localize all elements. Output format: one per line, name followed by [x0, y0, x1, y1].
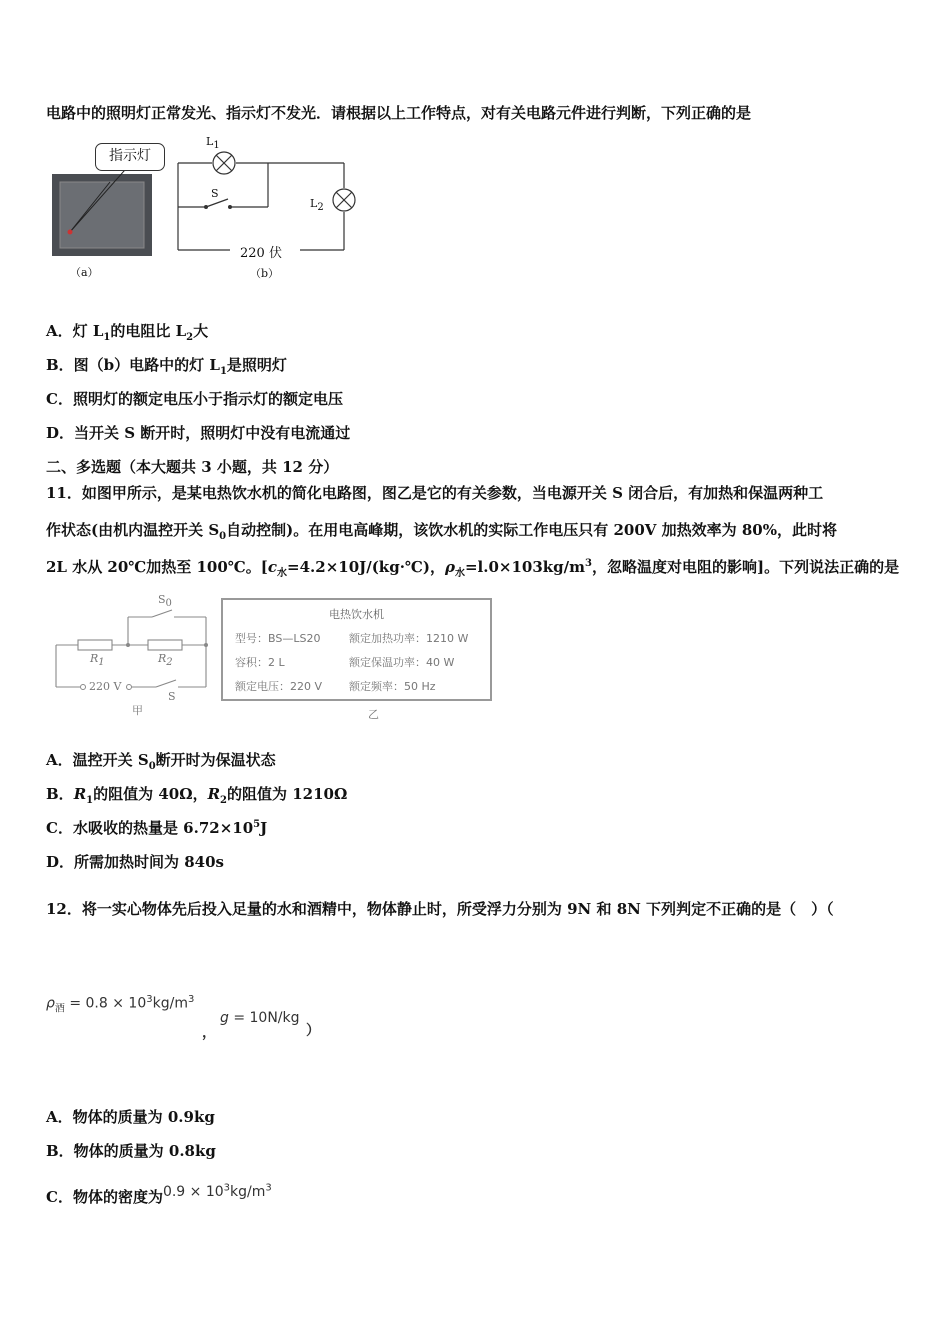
q11-line2: 作状态(由机内温控开关 $S_0$自动控制)。在用电高峰期，该饮水机的实际工作电压只有 200V 加热效率为 80%，此时将 — [46, 521, 837, 542]
table-model: 型号：BS—LS20 — [235, 632, 321, 645]
q11-option-b: B．$R_1$的阻值为 40Ω，$R_2$的阻值为 1210Ω — [46, 785, 348, 806]
callout-text: 指示灯 — [109, 148, 151, 164]
q12-rho-formula: $\rho_酒 = 0.8 \times 10^3kg/m^3$ — [46, 994, 195, 1015]
label-r1: $R_1$ — [90, 652, 105, 669]
q12-option-a: A．物体的质量为 0.9kg — [46, 1108, 215, 1126]
q10-option-d: D．当开关 S 断开时，照明灯中没有电流通过 — [46, 424, 351, 442]
q12-close-paren: ） — [306, 1023, 320, 1039]
q10-figure-b — [170, 135, 370, 285]
label-switch: S — [211, 187, 219, 200]
q10-option-c: C．照明灯的额定电压小于指示灯的额定电压 — [46, 390, 343, 408]
q11-line1: 11．如图甲所示，是某电热饮水机的简化电路图，图乙是它的有关参数，当电源开关 S 闭合后，有加热和保温两种工 — [46, 484, 824, 502]
q10-stem: 电路中的照明灯正常发光、指示灯不发光．请根据以上工作特点，对有关电路元件进行判断，下列正确的是 — [46, 104, 752, 122]
q12-g-formula: g = 10N/kg — [220, 1010, 300, 1026]
label-s: S — [168, 690, 176, 703]
label-r2: $R_2$ — [158, 652, 173, 669]
section-heading: 二、多选题（本大题共 3 小题，共 12 分） — [46, 458, 339, 476]
q11-line3: 2L 水从 20℃加热至 100℃。[$c_水=4.2\times 10J/(kg\cdot℃)$，$\rho_水=l.0\times 103kg/m^3$，忽略温度对电阻的影响]。下列说法正确的是 — [46, 558, 900, 579]
table-heat-power: 额定加热功率：1210 W — [349, 632, 469, 645]
q11-spec-table — [221, 598, 492, 701]
callout-box — [95, 143, 165, 171]
label-l2: $L_2$ — [310, 197, 324, 214]
label-a: （a） — [70, 266, 99, 279]
q11-circuit — [50, 592, 218, 717]
q12-option-b: B．物体的质量为 0.8kg — [46, 1142, 216, 1160]
table-keep-power: 额定保温功率：40 W — [349, 656, 455, 669]
q12-option-c: C．物体的密度为$0.9 \times 10^3kg/m^3$ — [46, 1182, 272, 1206]
table-voltage: 额定电压：220 V — [235, 680, 323, 693]
q12-stem: 12．将一实心物体先后投入足量的水和酒精中，物体静止时，所受浮力分别为 9N 和 8N 下列判定不正确的是（ ）（ — [46, 900, 834, 918]
label-220v: 220 V — [89, 680, 122, 693]
label-l1: $L_1$ — [206, 135, 220, 152]
table-title: 电热饮水机 — [329, 608, 384, 621]
table-capacity: 容积：2 L — [235, 656, 285, 669]
label-voltage: 220 伏 — [240, 246, 282, 261]
label-b: （b） — [250, 267, 280, 280]
q11-option-a: A．温控开关 $S_0$断开时为保温状态 — [46, 751, 276, 772]
q10-figure-a — [50, 140, 160, 280]
label-jia: 甲 — [132, 704, 143, 717]
q12-comma: ， — [202, 1025, 216, 1041]
q10-option-a: A．灯 $L_1$的电阻比 $L_2$大 — [46, 322, 209, 343]
q11-option-c: C．水吸收的热量是 $6.72\times 10^5J$ — [46, 819, 268, 837]
circuit-b — [170, 135, 370, 285]
label-yi: 乙 — [368, 708, 379, 721]
table-freq: 额定频率：50 Hz — [349, 680, 436, 693]
label-s0: $S_0$ — [158, 593, 172, 610]
q10-option-b: B．图（b）电路中的灯 $L_1$是照明灯 — [46, 356, 287, 377]
circuit-jia — [50, 592, 218, 717]
q11-option-d: D．所需加热时间为 840s — [46, 853, 224, 871]
